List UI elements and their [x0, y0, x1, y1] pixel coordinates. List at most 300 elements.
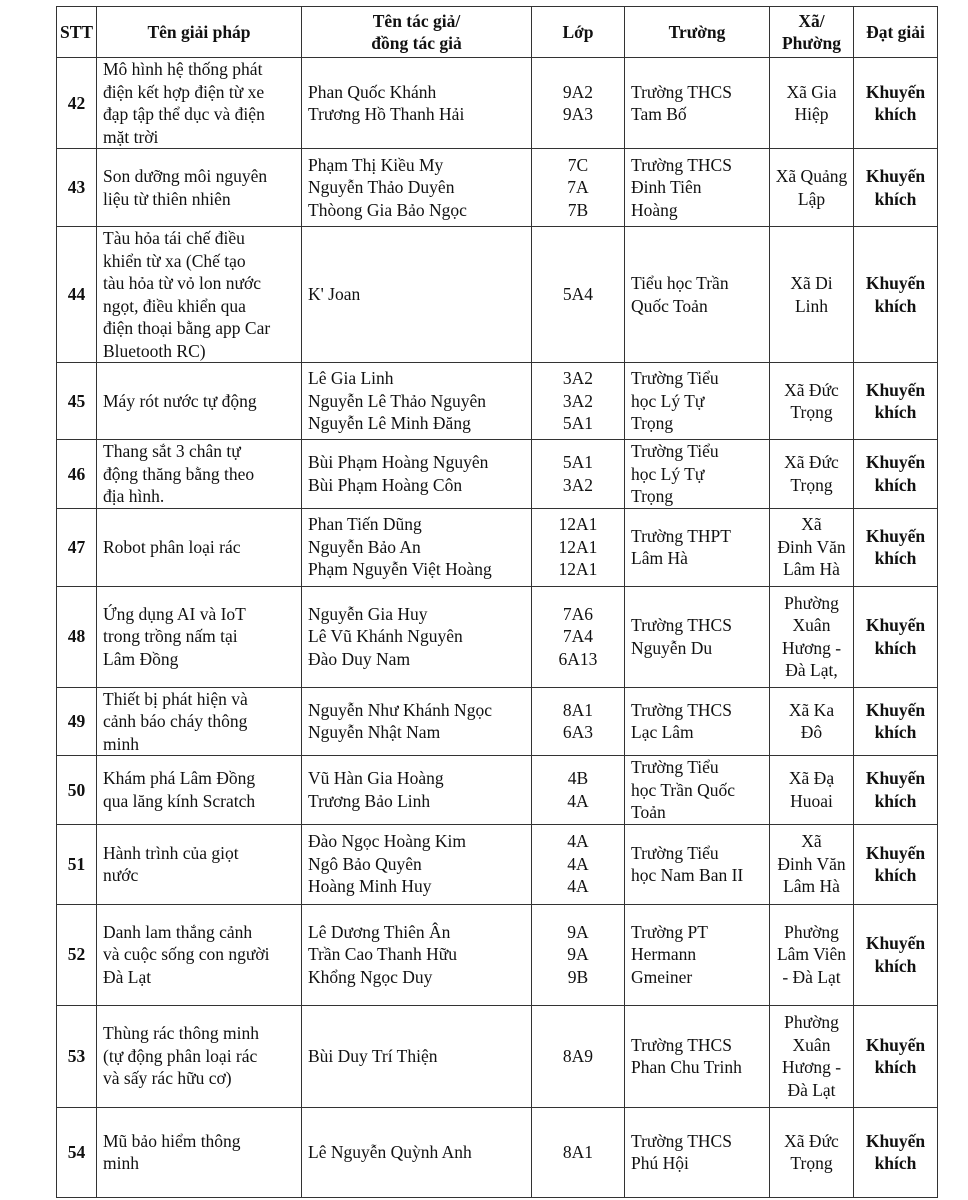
lop-value: 9A2: [562, 81, 594, 102]
xa-line: Xã Đạ: [788, 768, 835, 789]
xa-line: Xã Ka: [788, 699, 835, 720]
header-row: [57, 7, 938, 58]
truong-line: Lâm Hà: [631, 548, 688, 568]
lop-cell: [532, 1005, 625, 1107]
dat-giai-cell: [854, 756, 938, 825]
tac-gia-name: Đào Duy Nam: [308, 648, 411, 669]
tac-gia-name: Lê Dương Thiên Ân: [308, 921, 451, 942]
lop-cell: [532, 227, 625, 363]
table-row: [57, 1107, 938, 1197]
ten-line: nước: [103, 865, 139, 885]
ten-line: động thăng bằng theo: [103, 463, 255, 484]
tac-gia-name: Nguyễn Bảo An: [308, 536, 421, 557]
xa-line: Xã: [801, 514, 822, 535]
dat-giai-line: Khuyến: [865, 525, 926, 546]
dat-giai-line: khích: [874, 188, 917, 209]
xa-line: Lâm Hà: [783, 559, 840, 580]
xa-line: Phường: [784, 921, 839, 942]
header-tac-gia-line2: đồng tác giả: [371, 33, 462, 53]
table-row: [57, 149, 938, 227]
tac-gia-cell: [302, 363, 532, 440]
xa-line: Hiệp: [794, 104, 829, 124]
table-row: [57, 756, 938, 825]
xa-line: Đà Lạt,: [785, 660, 838, 680]
truong-cell: [625, 687, 770, 756]
ten-line: Mũ bảo hiểm thông: [103, 1130, 241, 1151]
ten-line: (tự động phân loại rác: [103, 1045, 258, 1066]
tac-gia-name: Nguyễn Lê Thảo Nguyên: [308, 390, 487, 411]
dat-giai-line: Khuyến: [865, 273, 926, 293]
truong-cell: [625, 440, 770, 509]
stt-cell: 45: [57, 363, 97, 440]
ten-giai-phap-cell: [97, 149, 302, 227]
ten-line: Khám phá Lâm Đồng: [103, 768, 256, 789]
lop-value: 6A13: [558, 648, 598, 669]
tac-gia-cell: [302, 58, 532, 149]
truong-line: Đinh Tiên: [631, 177, 702, 198]
ten-line: Hành trình của giọt: [103, 842, 239, 863]
xa-line: Lâm Hà: [783, 876, 840, 897]
lop-value: 9A: [567, 921, 589, 942]
truong-line: Tam Bố: [631, 104, 687, 124]
tac-gia-name: Bùi Duy Trí Thiện: [308, 1045, 438, 1066]
header-stt: STT: [57, 7, 97, 58]
truong-line: Trường PT: [631, 921, 708, 942]
ten-line: địa hình.: [103, 486, 165, 506]
xa-line: Xã Di: [790, 273, 833, 293]
table-row: [57, 904, 938, 1005]
truong-line: Lạc Lâm: [631, 722, 694, 743]
tac-gia-name: Lê Gia Linh: [308, 368, 394, 389]
stt-cell: 53: [57, 1005, 97, 1107]
lop-cell: [532, 440, 625, 509]
header-xa-phuong: [770, 7, 854, 58]
truong-line: học Trần Quốc: [631, 779, 736, 800]
dat-giai-line: khích: [874, 790, 917, 811]
tac-gia-name: K' Joan: [308, 284, 361, 305]
truong-line: Trường THCS: [631, 81, 732, 102]
xa-phuong-cell: [770, 756, 854, 825]
ten-line: Lâm Đồng: [103, 648, 179, 669]
ten-giai-phap-cell: [97, 904, 302, 1005]
header-truong: Trường: [625, 7, 770, 58]
truong-line: Phan Chu Trinh: [631, 1057, 742, 1077]
dat-giai-line: khích: [874, 402, 917, 422]
truong-cell: [625, 586, 770, 687]
xa-line: Xã Đức: [784, 379, 839, 400]
dat-giai-line: Khuyến: [865, 842, 926, 863]
table-body: [57, 58, 938, 1198]
xa-phuong-cell: [770, 687, 854, 756]
lop-value: 4A: [567, 853, 589, 874]
truong-cell: [625, 508, 770, 586]
xa-phuong-cell: [770, 508, 854, 586]
dat-giai-line: Khuyến: [865, 933, 926, 953]
xa-line: Linh: [794, 295, 829, 316]
ten-line: Son dưỡng môi nguyên: [103, 166, 268, 186]
table-row: [57, 687, 938, 756]
ten-line: qua lăng kính Scratch: [103, 790, 256, 811]
lop-value: 4A: [567, 790, 589, 811]
ten-line: minh: [103, 1153, 139, 1173]
tac-gia-name: Bùi Phạm Hoàng Côn: [308, 474, 463, 495]
ten-giai-phap-cell: [97, 1005, 302, 1107]
dat-giai-line: Khuyến: [865, 615, 926, 635]
ten-line: tàu hỏa từ vỏ lon nước: [103, 273, 261, 293]
xa-phuong-cell: [770, 149, 854, 227]
tac-gia-name: Phan Quốc Khánh: [308, 81, 437, 102]
truong-cell: [625, 363, 770, 440]
truong-cell: [625, 1005, 770, 1107]
xa-line: - Đà Lạt: [782, 966, 841, 987]
truong-line: Nguyễn Du: [631, 637, 713, 658]
table-row: [57, 586, 938, 687]
lop-value: 8A1: [562, 1141, 594, 1162]
ten-line: Mô hình hệ thống phát: [103, 59, 263, 79]
lop-cell: [532, 904, 625, 1005]
header-tac-gia: [302, 7, 532, 58]
tac-gia-name: Nguyễn Lê Minh Đăng: [308, 413, 471, 434]
dat-giai-cell: [854, 904, 938, 1005]
stt-cell: 43: [57, 149, 97, 227]
stt-cell: 50: [57, 756, 97, 825]
lop-value: 8A9: [562, 1045, 594, 1066]
xa-phuong-cell: [770, 363, 854, 440]
lop-cell: [532, 508, 625, 586]
dat-giai-line: Khuyến: [865, 768, 926, 789]
table-row: [57, 1005, 938, 1107]
truong-cell: [625, 904, 770, 1005]
ten-line: ngọt, điều khiển qua: [103, 295, 246, 316]
ten-line: và cuộc sống con người: [103, 944, 270, 965]
dat-giai-cell: [854, 586, 938, 687]
tac-gia-cell: [302, 586, 532, 687]
xa-phuong-cell: [770, 1107, 854, 1197]
tac-gia-name: Lê Nguyễn Quỳnh Anh: [308, 1141, 472, 1162]
ten-line: khiển từ xa (Chế tạo: [103, 250, 246, 271]
lop-value: 9A: [567, 944, 589, 965]
ten-line: minh: [103, 733, 139, 754]
dat-giai-line: khích: [874, 1057, 917, 1077]
lop-value: 6A3: [562, 722, 594, 743]
truong-line: Trường Tiểu: [631, 368, 719, 389]
dat-giai-line: Khuyến: [865, 699, 926, 720]
ten-giai-phap-cell: [97, 586, 302, 687]
header-tac-gia-line1: Tên tác giả/: [372, 10, 461, 31]
stt-cell: 42: [57, 58, 97, 149]
truong-line: Trường THCS: [631, 699, 732, 720]
dat-giai-cell: [854, 508, 938, 586]
truong-line: học Nam Ban II: [631, 865, 744, 885]
dat-giai-cell: [854, 363, 938, 440]
dat-giai-line: khích: [874, 295, 917, 316]
xa-line: Xã: [801, 831, 822, 852]
tac-gia-name: Phan Tiến Dũng: [308, 514, 422, 535]
awards-table: [56, 6, 938, 1198]
stt-cell: 48: [57, 586, 97, 687]
header-lop: Lớp: [532, 7, 625, 58]
ten-giai-phap-cell: [97, 58, 302, 149]
ten-line: Thùng rác thông minh: [103, 1023, 260, 1044]
lop-cell: [532, 1107, 625, 1197]
header-xa-line1: Xã/: [798, 10, 825, 31]
dat-giai-line: Khuyến: [865, 1034, 926, 1055]
truong-line: Trường Tiểu: [631, 842, 719, 863]
tac-gia-name: Ngô Bảo Quyên: [308, 853, 422, 874]
lop-value: 5A1: [562, 413, 594, 434]
lop-value: 4A: [567, 831, 589, 852]
tac-gia-name: Vũ Hàn Gia Hoàng: [308, 768, 444, 789]
tac-gia-cell: [302, 508, 532, 586]
stt-cell: 54: [57, 1107, 97, 1197]
ten-line: đạp tập thể dục và điện: [103, 104, 265, 124]
dat-giai-line: Khuyến: [865, 452, 926, 473]
table-row: [57, 440, 938, 509]
tac-gia-cell: [302, 824, 532, 904]
xa-line: Xã Gia: [786, 81, 837, 102]
lop-value: 12A1: [558, 559, 598, 580]
xa-phuong-cell: [770, 586, 854, 687]
tac-gia-name: Phạm Thị Kiều My: [308, 154, 444, 175]
dat-giai-cell: [854, 687, 938, 756]
xa-line: Hương -: [781, 1057, 842, 1077]
lop-value: 7A4: [562, 626, 594, 647]
xa-line: Lâm Viên: [776, 944, 847, 965]
xa-line: Xã Đức: [784, 452, 839, 473]
lop-value: 12A1: [558, 536, 598, 557]
truong-line: Trường Tiểu: [631, 441, 719, 461]
tac-gia-name: Nguyễn Nhật Nam: [308, 722, 441, 743]
lop-value: 4A: [567, 876, 589, 897]
ten-giai-phap-cell: [97, 1107, 302, 1197]
ten-line: điện kết hợp điện từ xe: [103, 81, 265, 102]
lop-value: 3A2: [562, 390, 594, 411]
xa-line: Lập: [797, 188, 826, 209]
table-row: [57, 508, 938, 586]
truong-line: Trường THCS: [631, 1130, 732, 1151]
tac-gia-cell: [302, 904, 532, 1005]
header-dat-giai: Đạt giải: [854, 7, 938, 58]
truong-line: Tiểu học Trần: [631, 273, 729, 293]
truong-cell: [625, 58, 770, 149]
tac-gia-cell: [302, 756, 532, 825]
ten-giai-phap-cell: [97, 687, 302, 756]
stt-cell: 52: [57, 904, 97, 1005]
truong-line: Trường THPT: [631, 525, 731, 546]
tac-gia-cell: [302, 227, 532, 363]
truong-line: học Lý Tự: [631, 390, 705, 411]
xa-phuong-cell: [770, 227, 854, 363]
xa-line: Hương -: [781, 637, 842, 658]
xa-phuong-cell: [770, 904, 854, 1005]
xa-line: Xuân: [792, 1034, 831, 1055]
tac-gia-name: Lê Vũ Khánh Nguyên: [308, 626, 463, 647]
truong-line: Phú Hội: [631, 1153, 689, 1173]
xa-line: Trọng: [790, 402, 833, 422]
tac-gia-name: Nguyễn Gia Huy: [308, 603, 428, 624]
ten-line: và sấy rác hữu cơ): [103, 1068, 232, 1089]
xa-line: Đinh Văn: [777, 536, 846, 557]
tac-gia-name: Trương Bảo Linh: [308, 790, 431, 811]
dat-giai-cell: [854, 149, 938, 227]
truong-line: Toản: [631, 802, 666, 822]
lop-cell: [532, 756, 625, 825]
tac-gia-name: Thòong Gia Bảo Ngọc: [308, 199, 467, 220]
header-xa-line2: Phường: [781, 33, 842, 53]
tac-gia-cell: [302, 687, 532, 756]
truong-line: Trường THCS: [631, 154, 732, 175]
tac-gia-name: Hoàng Minh Huy: [308, 876, 432, 897]
tac-gia-name: Bùi Phạm Hoàng Nguyên: [308, 452, 489, 473]
dat-giai-cell: [854, 1005, 938, 1107]
ten-line: liệu từ thiên nhiên: [103, 188, 231, 209]
ten-line: Robot phân loại rác: [103, 536, 241, 557]
ten-line: Ứng dụng AI và IoT: [103, 603, 246, 624]
truong-line: Trọng: [631, 413, 674, 434]
ten-giai-phap-cell: [97, 440, 302, 509]
dat-giai-cell: [854, 227, 938, 363]
lop-cell: [532, 824, 625, 904]
truong-line: Gmeiner: [631, 966, 693, 987]
tac-gia-cell: [302, 440, 532, 509]
table-row: [57, 58, 938, 149]
ten-line: Đà Lạt: [103, 966, 152, 987]
truong-line: Trọng: [631, 486, 674, 506]
tac-gia-name: Trần Cao Thanh Hữu: [308, 944, 457, 965]
tac-gia-cell: [302, 1107, 532, 1197]
dat-giai-line: Khuyến: [865, 81, 926, 102]
ten-line: Thang sắt 3 chân tự: [103, 441, 241, 461]
xa-line: Phường: [784, 1012, 839, 1032]
ten-giai-phap-cell: [97, 508, 302, 586]
truong-line: Trường THCS: [631, 615, 732, 635]
truong-cell: [625, 227, 770, 363]
lop-value: 8A1: [562, 699, 594, 720]
lop-value: 5A1: [562, 452, 594, 473]
ten-giai-phap-cell: [97, 227, 302, 363]
lop-value: 9A3: [562, 104, 594, 124]
truong-line: Hoàng: [631, 199, 678, 220]
ten-line: Bluetooth RC): [103, 340, 206, 361]
xa-phuong-cell: [770, 440, 854, 509]
lop-value: 3A2: [562, 368, 594, 389]
stt-cell: 51: [57, 824, 97, 904]
dat-giai-line: khích: [874, 865, 917, 885]
ten-line: mặt trời: [103, 126, 159, 147]
lop-value: 4B: [567, 768, 589, 789]
ten-line: Tàu hỏa tái chế điều: [103, 228, 245, 248]
truong-line: Trường THCS: [631, 1034, 732, 1055]
dat-giai-line: khích: [874, 548, 917, 568]
dat-giai-cell: [854, 824, 938, 904]
dat-giai-cell: [854, 440, 938, 509]
table-row: [57, 363, 938, 440]
lop-value: 7B: [567, 199, 589, 220]
lop-value: 5A4: [562, 284, 594, 305]
truong-cell: [625, 149, 770, 227]
lop-value: 7A: [567, 177, 589, 198]
xa-line: Phường: [784, 592, 839, 613]
dat-giai-line: khích: [874, 722, 917, 743]
dat-giai-line: Khuyến: [865, 379, 926, 400]
tac-gia-name: Trương Hồ Thanh Hải: [308, 104, 465, 124]
xa-phuong-cell: [770, 824, 854, 904]
tac-gia-cell: [302, 149, 532, 227]
ten-line: Thiết bị phát hiện và: [103, 688, 248, 709]
xa-line: Đà Lạt: [787, 1079, 836, 1100]
tac-gia-name: Phạm Nguyễn Việt Hoàng: [308, 559, 492, 580]
truong-cell: [625, 756, 770, 825]
stt-cell: 44: [57, 227, 97, 363]
ten-line: trong trồng nấm tại: [103, 626, 238, 647]
stt-cell: 46: [57, 440, 97, 509]
ten-line: cảnh báo cháy thông: [103, 711, 248, 731]
table-row: [57, 227, 938, 363]
xa-line: Đô: [800, 722, 823, 743]
table-row: [57, 824, 938, 904]
dat-giai-line: khích: [874, 104, 917, 124]
dat-giai-line: Khuyến: [865, 1130, 926, 1151]
dat-giai-line: khích: [874, 637, 917, 658]
tac-gia-name: Nguyễn Thảo Duyên: [308, 177, 455, 198]
header-ten-giai-phap: Tên giải pháp: [97, 7, 302, 58]
dat-giai-line: Khuyến: [865, 166, 926, 186]
truong-cell: [625, 824, 770, 904]
tac-gia-name: Đào Ngọc Hoàng Kim: [308, 831, 466, 852]
xa-line: Trọng: [790, 1153, 833, 1173]
lop-value: 3A2: [562, 474, 594, 495]
ten-giai-phap-cell: [97, 756, 302, 825]
lop-cell: [532, 149, 625, 227]
xa-line: Xã Quảng: [775, 166, 848, 186]
dat-giai-line: khích: [874, 1153, 917, 1173]
lop-cell: [532, 687, 625, 756]
truong-line: Quốc Toản: [631, 295, 708, 316]
lop-value: 7C: [567, 154, 589, 175]
lop-cell: [532, 58, 625, 149]
xa-line: Đinh Văn: [777, 853, 846, 874]
xa-phuong-cell: [770, 1005, 854, 1107]
xa-line: Xuân: [792, 615, 831, 635]
ten-line: điện thoại bằng app Car: [103, 318, 271, 338]
ten-line: Danh lam thắng cảnh: [103, 921, 253, 942]
truong-line: học Lý Tự: [631, 463, 705, 484]
tac-gia-cell: [302, 1005, 532, 1107]
ten-giai-phap-cell: [97, 363, 302, 440]
lop-value: 7A6: [562, 603, 594, 624]
truong-line: Hermann: [631, 944, 697, 965]
stt-cell: 47: [57, 508, 97, 586]
truong-cell: [625, 1107, 770, 1197]
stt-cell: 49: [57, 687, 97, 756]
lop-cell: [532, 363, 625, 440]
ten-line: Máy rót nước tự động: [103, 390, 257, 411]
lop-value: 12A1: [558, 514, 598, 535]
lop-cell: [532, 586, 625, 687]
dat-giai-cell: [854, 58, 938, 149]
lop-value: 9B: [567, 966, 589, 987]
tac-gia-name: Nguyễn Như Khánh Ngọc: [308, 699, 492, 720]
ten-giai-phap-cell: [97, 824, 302, 904]
truong-line: Trường Tiểu: [631, 757, 719, 777]
xa-line: Xã Đức: [784, 1130, 839, 1151]
dat-giai-line: khích: [874, 474, 917, 495]
xa-phuong-cell: [770, 58, 854, 149]
tac-gia-name: Khổng Ngọc Duy: [308, 966, 433, 987]
xa-line: Trọng: [790, 474, 833, 495]
xa-line: Huoai: [790, 790, 833, 811]
dat-giai-line: khích: [874, 955, 917, 976]
